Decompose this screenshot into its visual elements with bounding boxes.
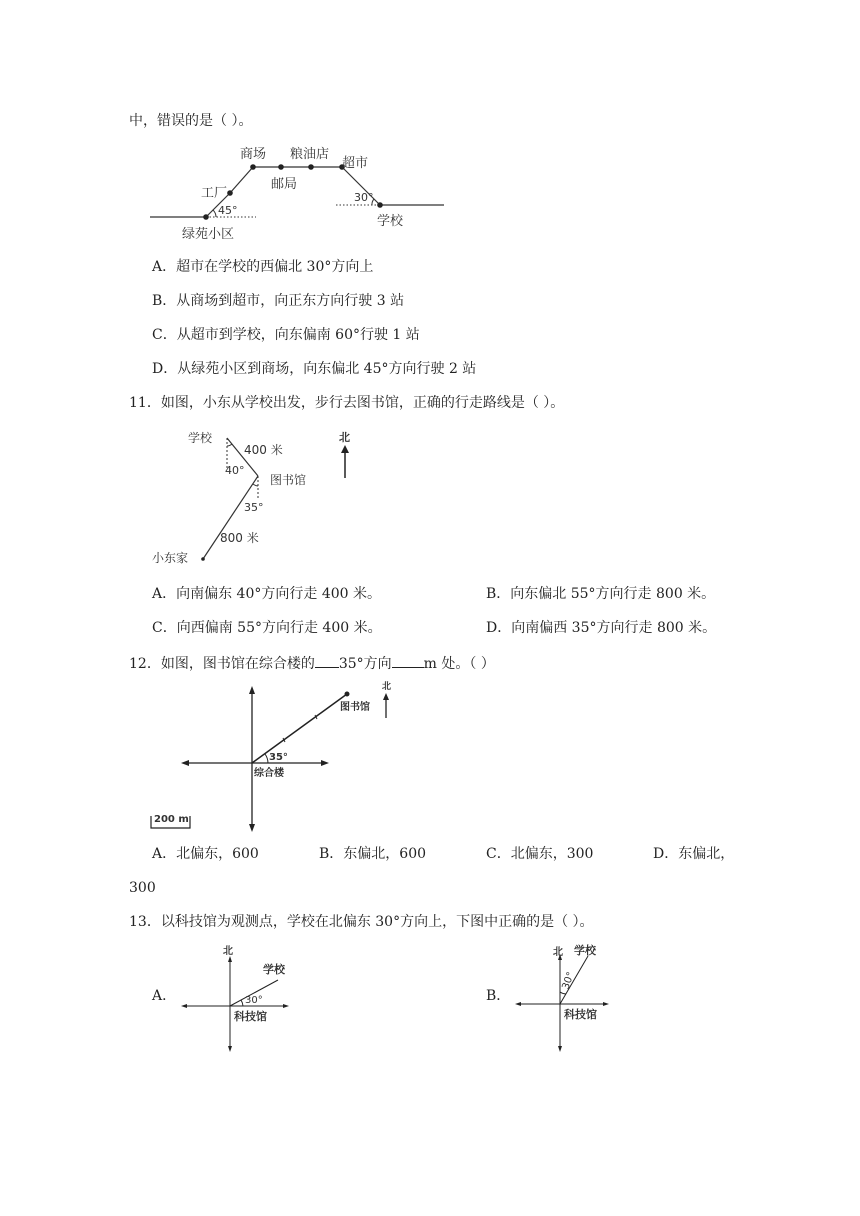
station-dot: [377, 202, 383, 208]
label-science-museum: 科技馆: [234, 1010, 267, 1023]
q13-diagram-a: [175, 940, 315, 1055]
q13-option-b-label: B．: [486, 988, 511, 1004]
q11-option-c: C．向西偏南 55°方向行走 400 米。: [152, 620, 382, 636]
label-school: 学校: [263, 963, 285, 976]
q11-option-a: A．向南偏东 40°方向行走 400 米。: [152, 586, 381, 602]
angle-label-30: 30°: [354, 191, 374, 204]
station-dot: [308, 164, 314, 170]
angle-label-40: 40°: [225, 464, 245, 477]
angle-label-45: 45°: [218, 204, 238, 217]
label-supermarket: 超市: [342, 156, 369, 171]
q11-option-b: B．向东偏北 55°方向行走 800 米。: [486, 586, 716, 602]
q11-route-map: [140, 420, 380, 570]
label-school: 学校: [377, 214, 404, 229]
label-distance-400: 400 米: [244, 443, 283, 457]
q12-option-d: D．东偏北，: [653, 846, 735, 862]
q10-stem-tail: 中，错误的是（ ）。: [129, 113, 253, 129]
q13-stem: 13．以科技馆为观测点，学校在北偏东 30°方向上，下图中正确的是（ ）。: [129, 914, 594, 930]
q12-stem-a: 12．如图，图书馆在综合楼的: [129, 656, 315, 672]
north-label: 北: [339, 431, 350, 444]
q13-option-a-label: A．: [152, 988, 177, 1004]
q12-option-a: A．北偏东，600: [152, 846, 259, 862]
q13-diagram-b: [505, 940, 645, 1055]
label-library: 图书馆: [270, 473, 307, 487]
label-mall: 商场: [240, 147, 267, 162]
q10-route-map: [140, 140, 460, 245]
label-school: 学校: [188, 431, 213, 445]
label-science-museum: 科技馆: [564, 1008, 597, 1021]
label-school: 学校: [574, 944, 596, 957]
q10-option-d: D．从绿苑小区到商场，向东偏北 45°方向行驶 2 站: [152, 361, 477, 377]
q12-option-b: B．东偏北，600: [319, 846, 427, 862]
q12-blank-1: [315, 653, 339, 668]
q12-option-d-wrap: 300: [129, 880, 156, 896]
q12-blank-2: [392, 653, 424, 668]
label-building: 综合楼: [254, 768, 284, 779]
label-home: 小东家: [152, 551, 189, 565]
q10-option-a: A．超市在学校的西偏北 30°方向上: [152, 259, 374, 275]
north-label: 北: [382, 682, 392, 692]
q12-direction-map: [140, 676, 420, 836]
q11-stem: 11．如图，小东从学校出发，步行去图书馆，正确的行走路线是（ ）。: [129, 395, 565, 411]
label-lvyuan-community: 绿苑小区: [182, 227, 235, 242]
angle-label-30: 30°: [245, 995, 263, 1006]
label-factory: 工厂: [201, 186, 228, 201]
q12-stem: [129, 653, 495, 673]
north-label: 北: [223, 946, 233, 957]
label-grain-store: 粮油店: [290, 147, 330, 162]
angle-label-35: 35°: [269, 752, 288, 763]
label-library: 图书馆: [340, 702, 370, 713]
station-dot: [250, 164, 256, 170]
station-dot: [203, 214, 209, 220]
q10-option-c: C．从超市到学校，向东偏南 60°行驶 1 站: [152, 327, 420, 343]
q11-option-d: D．向南偏西 35°方向行走 800 米。: [486, 620, 717, 636]
angle-label-35: 35°: [244, 501, 264, 514]
scale-label: 200 m: [154, 814, 189, 825]
label-distance-800: 800 米: [220, 531, 259, 545]
q12-stem-c: m 处。（ ）: [423, 656, 495, 672]
angle-label-30: 30°: [560, 970, 577, 992]
station-dot: [278, 164, 284, 170]
north-label: 北: [553, 947, 563, 958]
q12-option-c: C．北偏东，300: [486, 846, 594, 862]
station-dot: [227, 190, 233, 196]
q12-stem-b: 35°方向: [338, 656, 392, 672]
label-post-office: 邮局: [271, 177, 298, 192]
q10-option-b: B．从商场到超市，向正东方向行驶 3 站: [152, 293, 405, 309]
